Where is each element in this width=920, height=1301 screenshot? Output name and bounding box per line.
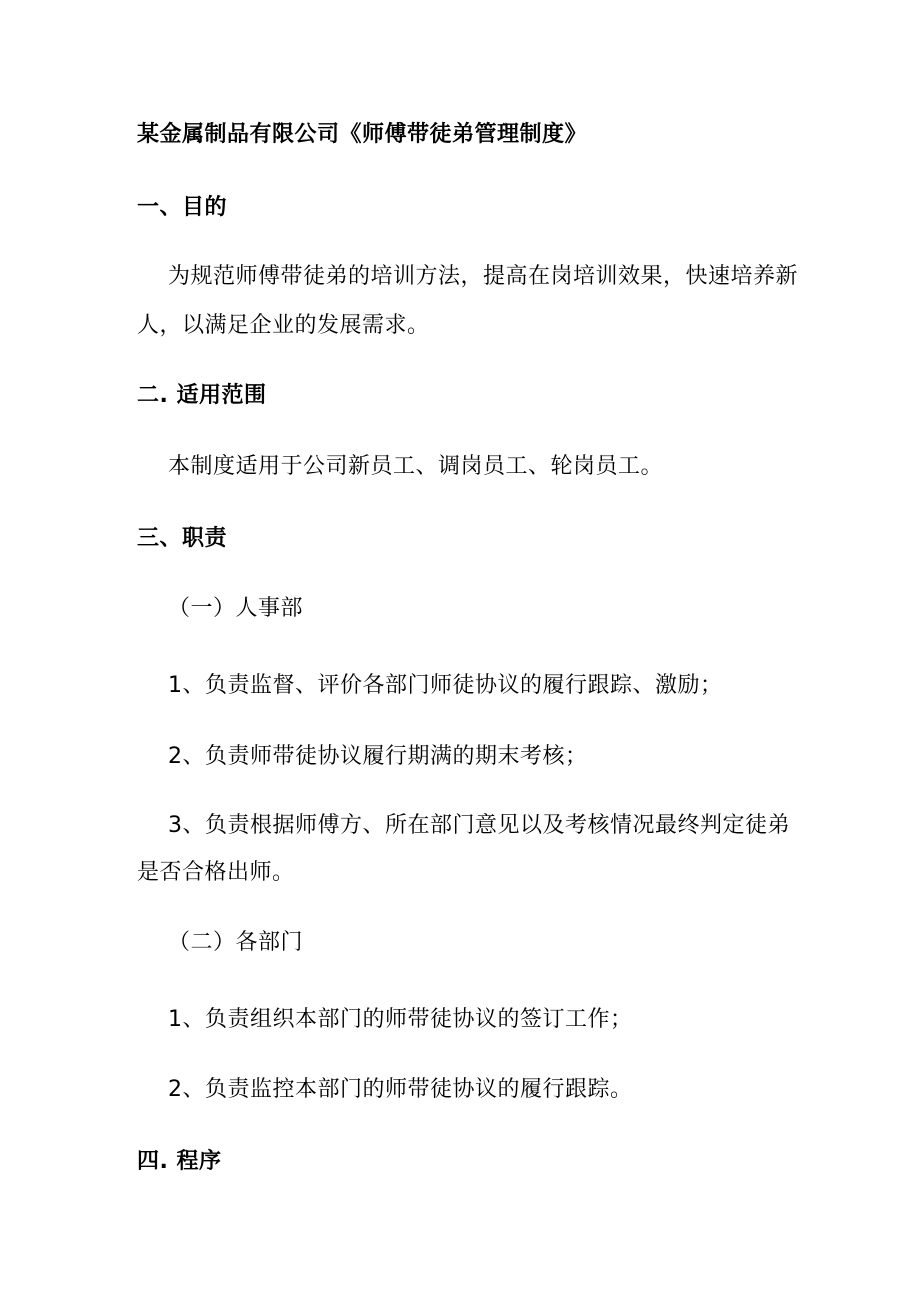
section-heading-responsibilities: 三、职责	[137, 526, 228, 551]
purpose-paragraph-line-2: 人，以满足企业的发展需求。	[137, 313, 430, 338]
dept-item-1: 1、负责组织本部门的师带徒协议的签订工作；	[168, 1007, 633, 1032]
document-title: 某金属制品有限公司《师傅带徒弟管理制度》	[137, 122, 588, 147]
subsection-hr: （一）人事部	[168, 596, 304, 621]
section-heading-purpose: 一、目的	[137, 195, 228, 220]
subsection-departments: （二）各部门	[168, 930, 304, 955]
hr-item-3-line-2: 是否合格出师。	[137, 860, 295, 885]
section-heading-scope: 二. 适用范围	[137, 383, 267, 408]
purpose-paragraph-line-1: 为规范师傅带徒弟的培训方法，提高在岗培训效果，快速培养新	[168, 264, 799, 289]
scope-paragraph: 本制度适用于公司新员工、调岗员工、轮岗员工。	[168, 454, 664, 479]
hr-item-2: 2、负责师带徒协议履行期满的期末考核；	[168, 744, 588, 769]
hr-item-1: 1、负责监督、评价各部门师徒协议的履行跟踪、激励；	[168, 673, 723, 698]
hr-item-3-line-1: 3、负责根据师傅方、所在部门意见以及考核情况最终判定徒弟	[168, 813, 790, 838]
section-heading-procedure: 四. 程序	[137, 1149, 222, 1174]
dept-item-2: 2、负责监控本部门的师带徒协议的履行跟踪。	[168, 1077, 633, 1102]
